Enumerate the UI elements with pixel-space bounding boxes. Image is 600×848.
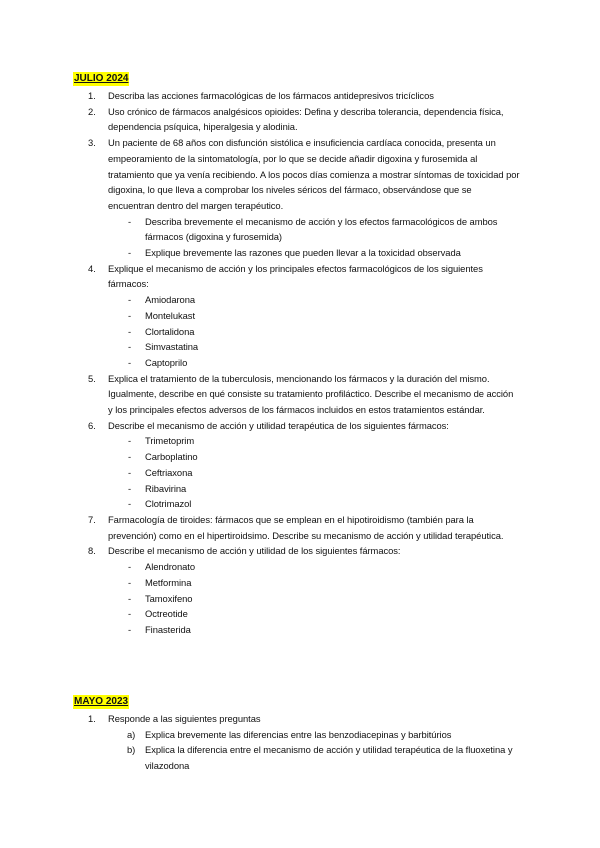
section-julio-2024-questions (0, 88, 600, 638)
item-letter: b) (127, 744, 136, 756)
dash-bullet: - (128, 451, 132, 463)
question-number: 4. (88, 262, 96, 274)
drug-item (0, 606, 600, 622)
drug-name: Clotrimazol (145, 498, 192, 510)
drug-name: Montelukast (145, 309, 195, 321)
section-title-mayo-2023: MAYO 2023 (74, 696, 129, 707)
lettered-item-text: Explica la diferencia entre el mecanismo de acción y utilidad terapéutica de la fluoxetina y vilazodona (145, 744, 513, 772)
question-text: Farmacología de tiroides: fármacos que se emplean en el hipotiroidismo (también para la prevención) como en el hipertiroidsimo. Describe su mecanismo de acción y utilidad terapéutica. (108, 513, 504, 541)
dash-bullet: - (128, 435, 132, 447)
drug-name: Captoprilo (145, 356, 188, 368)
question-number: 2. (88, 105, 96, 117)
drug-name: Finasterida (145, 623, 191, 635)
dash-bullet: - (128, 498, 132, 510)
drug-name: Clortalidona (145, 325, 195, 337)
question-text: Responde a las siguientes preguntas (108, 713, 261, 724)
dash-bullet: - (128, 482, 132, 494)
question-text: Explique el mecanismo de acción y los principales efectos farmacológicos de los siguientes fármacos: (108, 262, 483, 290)
drug-item (0, 433, 600, 449)
question-2 (0, 104, 600, 135)
item-letter: a) (127, 728, 136, 740)
drug-name: Metformina (145, 576, 192, 588)
question-number: 5. (88, 372, 96, 384)
drug-name: Alendronato (145, 561, 196, 573)
dash-bullet: - (128, 356, 132, 368)
drug-item (0, 339, 600, 355)
sub-item-text: Explique brevemente las razones que pueden llevar a la toxicidad observada (145, 247, 461, 259)
sub-item-text: Describa brevemente el mecanismo de acción y los efectos farmacológicos de ambos fármacos (digoxina y furosemida) (145, 215, 498, 243)
question-text: Un paciente de 68 años con disfunción sistólica e insuficiencia cardíaca conocida, presenta un empeoramiento de la sintomatología, por lo que se decide añadir digoxina y furosemida al tratamiento que ya venía recibiendo. A los pocos días comienza a mostrar síntomas de toxicidad por digoxina, lo que lleva a comprobar los niveles séricos del fármaco, observándose que se encuentran dentro del margen terapéutico. (108, 137, 520, 211)
dash-bullet: - (128, 215, 132, 227)
drug-name: Amiodarona (145, 294, 196, 306)
dash-bullet: - (128, 561, 132, 573)
drug-name: Carboplatino (145, 451, 198, 463)
drug-item (0, 496, 600, 512)
question-number: 1. (88, 713, 96, 724)
question-text: Uso crónico de fármacos analgésicos opioides: Defina y describa tolerancia, dependencia física, dependencia psíquica, hiperalgesia y alodinia. (108, 105, 504, 133)
question-1 (0, 711, 600, 727)
question-number: 3. (88, 137, 96, 149)
drug-item (0, 622, 600, 638)
drug-item (0, 292, 600, 308)
sub-item (0, 214, 600, 245)
question-4 (0, 261, 600, 292)
drug-item (0, 449, 600, 465)
dash-bullet: - (128, 623, 132, 635)
question-5 (0, 371, 600, 418)
drug-name: Trimetoprim (145, 435, 195, 447)
question-1 (0, 88, 600, 104)
drug-name: Tamoxifeno (145, 592, 193, 604)
drug-item (0, 465, 600, 481)
dash-bullet: - (128, 247, 132, 259)
question-8 (0, 543, 600, 559)
question-text: Explica el tratamiento de la tuberculosis, mencionando los fármacos y la duración del mismo. Igualmente, describe en qué consiste su tratamiento profiláctico. Describe el mecanismo de acción y los principales efectos adversos de los fármacos incluidos en estos tratamientos estándar. (108, 372, 514, 416)
drug-name: Ceftriaxona (145, 466, 193, 478)
dash-bullet: - (128, 466, 132, 478)
drug-item (0, 481, 600, 497)
drug-item (0, 591, 600, 607)
section-title-julio-2024: JULIO 2024 (74, 73, 129, 84)
dash-bullet: - (128, 294, 132, 306)
drug-item (0, 355, 600, 371)
dash-bullet: - (128, 592, 132, 604)
dash-bullet: - (128, 608, 132, 620)
drug-name: Octreotide (145, 608, 188, 620)
dash-bullet: - (128, 309, 132, 321)
drug-item (0, 324, 600, 340)
question-text: Describe el mecanismo de acción y utilidad de los siguientes fármacos: (108, 545, 401, 557)
question-number: 1. (88, 90, 96, 101)
dash-bullet: - (128, 341, 132, 353)
section-mayo-2023-questions (0, 711, 600, 774)
sub-item (0, 245, 600, 261)
drug-item (0, 575, 600, 591)
lettered-item-text: Explica brevemente las diferencias entre las benzodiacepinas y barbitúrios (145, 728, 452, 740)
question-text: Describa las acciones farmacológicas de los fármacos antidepresivos tricíclicos (108, 90, 434, 101)
dash-bullet: - (128, 576, 132, 588)
question-number: 7. (88, 513, 96, 525)
question-6 (0, 418, 600, 434)
question-3 (0, 135, 600, 214)
drug-name: Ribavirina (145, 482, 187, 494)
drug-item (0, 308, 600, 324)
dash-bullet: - (128, 325, 132, 337)
question-7 (0, 512, 600, 543)
lettered-item-a (0, 727, 600, 743)
drug-name: Simvastatina (145, 341, 199, 353)
lettered-item-b (0, 742, 600, 773)
drug-item (0, 559, 600, 575)
question-number: 8. (88, 545, 96, 557)
question-text: Describe el mecanismo de acción y utilidad terapéutica de los siguientes fármacos: (108, 419, 449, 431)
question-number: 6. (88, 419, 96, 431)
